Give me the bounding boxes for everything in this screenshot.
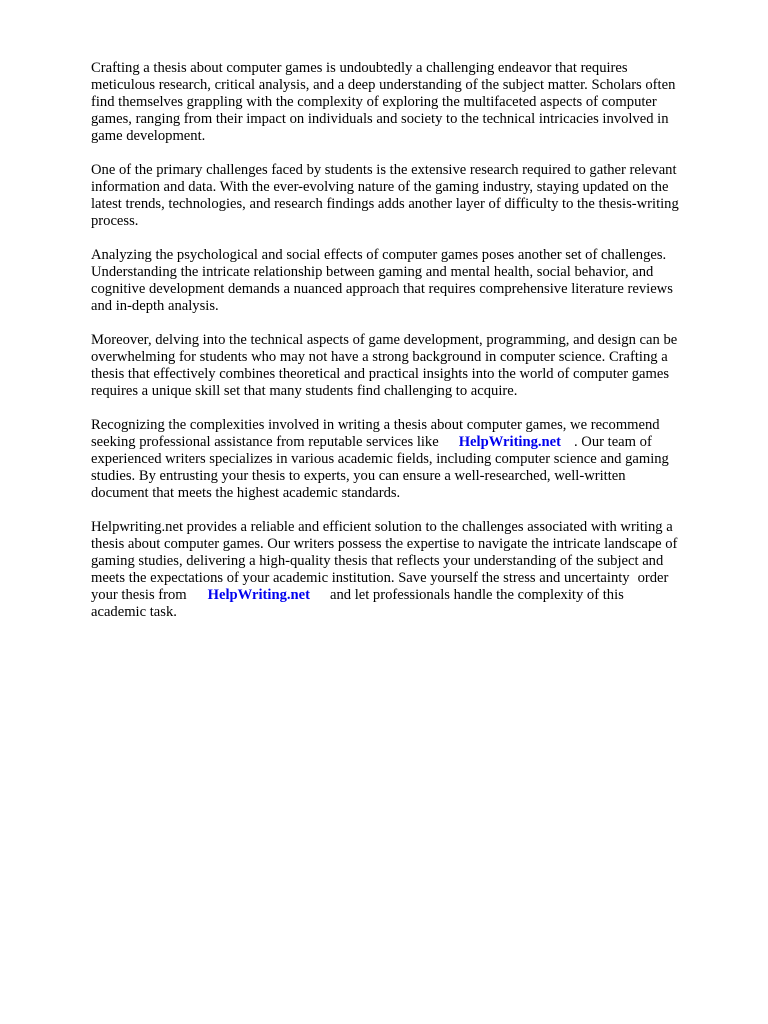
text-line: and in-depth analysis. xyxy=(91,298,219,314)
text-line: experienced writers specializes in various academic fields, including computer science and gaming xyxy=(91,451,669,467)
text-line: Crafting a thesis about computer games is undoubtedly a challenging endeavor that requires xyxy=(91,60,628,76)
text-line: information and data. With the ever-evolving nature of the gaming industry, staying updated on the xyxy=(91,179,669,195)
text-line: academic task. xyxy=(91,604,177,620)
text-line: Recognizing the complexities involved in writing a thesis about computer games, we recommend xyxy=(91,417,660,433)
text-line: thesis that effectively combines theoretical and practical insights into the world of computer games xyxy=(91,366,670,382)
text-segment: and let professionals handle the complexity of this xyxy=(329,587,624,603)
text-segment: seeking professional assistance from reputable services like xyxy=(91,434,439,450)
text-segment: your thesis from xyxy=(91,587,187,603)
text-line: Analyzing the psychological and social effects of computer games poses another set of challenges. xyxy=(91,247,667,263)
text-line: find themselves grappling with the complexity of exploring the multifaceted aspects of computer xyxy=(91,94,657,110)
text-segment: . Our team of xyxy=(574,434,652,450)
text-line: process. xyxy=(91,213,139,229)
text-line: document that meets the highest academic standards. xyxy=(91,485,401,501)
paragraph-conclusion xyxy=(91,519,721,621)
text-line: overwhelming for students who may not have a strong background in computer science. Crafting a xyxy=(91,349,668,365)
text-line: Helpwriting.net provides a reliable and efficient solution to the challenges associated with writing a xyxy=(91,519,673,535)
text-line: One of the primary challenges faced by students is the extensive research required to gather relevant xyxy=(91,162,677,178)
paragraph-recommendation xyxy=(91,417,721,502)
text-line: games, ranging from their impact on individuals and society to the technical intricacies involved in xyxy=(91,111,669,127)
text-line: studies. By entrusting your thesis to experts, you can ensure a well-researched, well-written xyxy=(91,468,626,484)
text-line: Moreover, delving into the technical aspects of game development, programming, and design can be xyxy=(91,332,678,348)
text-line: game development. xyxy=(91,128,206,144)
helpwriting-link[interactable]: HelpWriting.net xyxy=(207,587,310,603)
text-segment: meets the expectations of your academic institution. Save yourself the stress and uncertainty xyxy=(91,570,630,586)
text-line: requires a unique skill set that many students find challenging to acquire. xyxy=(91,383,518,399)
text-line-with-link xyxy=(91,587,721,604)
text-line: gaming studies, delivering a high-quality thesis that reflects your understanding of the subject and xyxy=(91,553,664,569)
text-line: Understanding the intricate relationship between gaming and mental health, social behavior, and xyxy=(91,264,654,280)
paragraph-intro xyxy=(91,60,721,145)
text-line-split xyxy=(91,570,721,587)
text-line-with-link xyxy=(91,434,721,451)
document-body xyxy=(91,60,721,638)
helpwriting-link[interactable]: HelpWriting.net xyxy=(458,434,561,450)
paragraph-psychological-effects xyxy=(91,247,721,315)
text-line: thesis about computer games. Our writers possess the expertise to navigate the intricate landscape of xyxy=(91,536,678,552)
paragraph-technical-aspects xyxy=(91,332,721,400)
text-line: meticulous research, critical analysis, and a deep understanding of the subject matter. Scholars often xyxy=(91,77,676,93)
paragraph-research-challenges xyxy=(91,162,721,230)
text-segment: order xyxy=(637,570,669,586)
text-line: cognitive development demands a nuanced approach that requires comprehensive literature reviews xyxy=(91,281,673,297)
text-line: latest trends, technologies, and research findings adds another layer of difficulty to the thesis-writing xyxy=(91,196,679,212)
